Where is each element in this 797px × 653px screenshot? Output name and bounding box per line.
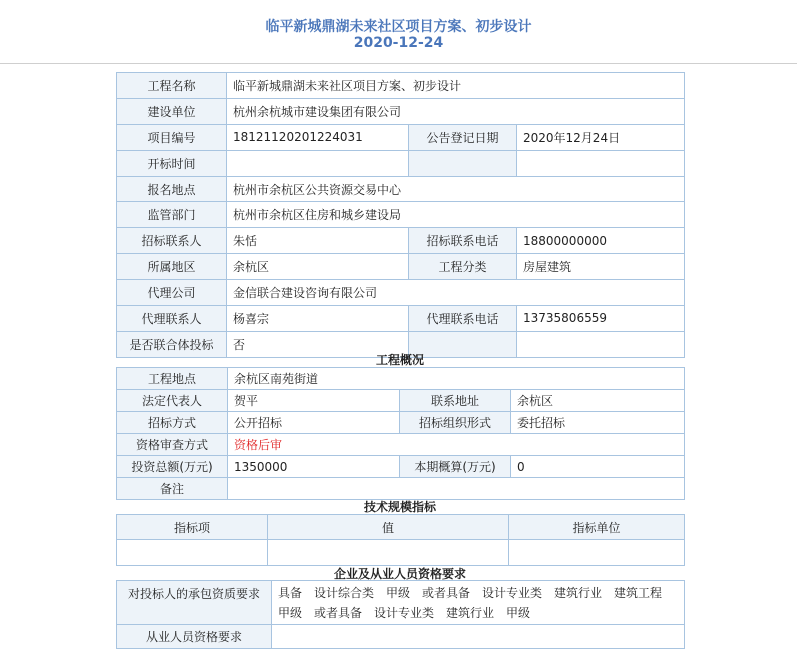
- bidder-qualification-label: 对投标人的承包资质要求: [117, 581, 272, 625]
- project-info-table: [116, 72, 685, 358]
- col-header-unit: 指标单位: [509, 515, 685, 540]
- table-row: [117, 176, 685, 202]
- table-row: [117, 124, 685, 150]
- budget-value: 0: [511, 456, 685, 478]
- contact-value: 朱恬: [227, 228, 409, 254]
- table-row: [117, 202, 685, 228]
- project-code-value: 18121120201224031: [227, 124, 409, 150]
- project-code-label: 项目编号: [117, 124, 227, 150]
- category-label: 工程分类: [409, 254, 517, 280]
- table-row: [117, 540, 685, 566]
- budget-label: 本期概算(万元): [400, 456, 511, 478]
- empty-cell: [117, 540, 268, 566]
- project-name-label: 工程名称: [117, 73, 227, 99]
- overview-table: [116, 367, 685, 500]
- staff-qualification-label: 从业人员资格要求: [117, 625, 272, 649]
- table-row: [117, 280, 685, 306]
- location-label: 工程地点: [117, 368, 228, 390]
- location-value: 余杭区南苑街道: [228, 368, 685, 390]
- empty-cell: [409, 150, 517, 176]
- tech-indicator-table: [116, 514, 685, 566]
- agency-contact-value: 杨喜宗: [227, 306, 409, 332]
- table-row: [117, 73, 685, 99]
- region-value: 余杭区: [227, 254, 409, 280]
- org-form-label: 招标组织形式: [400, 412, 511, 434]
- agency-label: 代理公司: [117, 280, 227, 306]
- address-value: 余杭区: [511, 390, 685, 412]
- agency-phone-value: 13735806559: [517, 306, 685, 332]
- bidder-qualification-value: 具备 设计综合类 甲级 或者具备 设计专业类 建筑行业 建筑工程 甲级 或者具备 设计专业类 建筑行业 甲级: [272, 581, 685, 625]
- table-row: [117, 368, 685, 390]
- agency-value: 金信联合建设咨询有限公司: [227, 280, 685, 306]
- project-name-value: 临平新城鼎湖未来社区项目方案、初步设计: [227, 73, 685, 99]
- table-row: [117, 228, 685, 254]
- joint-bid-value: 否: [227, 331, 409, 357]
- table-row: [117, 478, 685, 500]
- remark-value: [228, 478, 685, 500]
- region-label: 所属地区: [117, 254, 227, 280]
- col-header-item: 指标项: [117, 515, 268, 540]
- table-row: [117, 412, 685, 434]
- investment-label: 投资总额(万元): [117, 456, 228, 478]
- joint-bid-label: 是否联合体投标: [117, 331, 227, 357]
- notice-date-value: 2020年12月24日: [517, 124, 685, 150]
- signup-place-label: 报名地点: [117, 176, 227, 202]
- table-row: [117, 581, 685, 625]
- category-value: 房屋建筑: [517, 254, 685, 280]
- address-label: 联系地址: [400, 390, 511, 412]
- table-row: [117, 150, 685, 176]
- investment-value: 1350000: [228, 456, 400, 478]
- org-form-value: 委托招标: [511, 412, 685, 434]
- empty-cell: [517, 150, 685, 176]
- agency-phone-label: 代理联系电话: [409, 306, 517, 332]
- header-divider: [0, 63, 797, 64]
- owner-label: 建设单位: [117, 98, 227, 124]
- empty-cell: [509, 540, 685, 566]
- legal-rep-label: 法定代表人: [117, 390, 228, 412]
- tech-heading: 技术规模指标: [363, 500, 436, 514]
- review-method-value: 资格后审: [228, 434, 685, 456]
- table-row: [117, 434, 685, 456]
- agency-contact-label: 代理联系人: [117, 306, 227, 332]
- open-time-value: [227, 150, 409, 176]
- table-row: [117, 456, 685, 478]
- remark-label: 备注: [117, 478, 228, 500]
- open-time-label: 开标时间: [117, 150, 227, 176]
- col-header-value: 值: [268, 515, 509, 540]
- bid-method-label: 招标方式: [117, 412, 228, 434]
- staff-qualification-value: [272, 625, 685, 649]
- table-row: [117, 254, 685, 280]
- signup-place-value: 杭州市余杭区公共资源交易中心: [227, 176, 685, 202]
- page-title: 临平新城鼎湖未来社区项目方案、初步设计: [265, 19, 532, 35]
- empty-cell: [268, 540, 509, 566]
- overview-heading: 工程概况: [375, 353, 424, 367]
- contact-phone-label: 招标联系电话: [409, 228, 517, 254]
- contact-label: 招标联系人: [117, 228, 227, 254]
- owner-value: 杭州余杭城市建设集团有限公司: [227, 98, 685, 124]
- qualification-heading: 企业及从业人员资格要求: [333, 567, 466, 581]
- supervisor-value: 杭州市余杭区住房和城乡建设局: [227, 202, 685, 228]
- bid-method-value: 公开招标: [228, 412, 400, 434]
- contact-phone-value: 18800000000: [517, 228, 685, 254]
- notice-date-label: 公告登记日期: [409, 124, 517, 150]
- table-row: [117, 98, 685, 124]
- legal-rep-value: 贺平: [228, 390, 400, 412]
- table-header-row: [117, 515, 685, 540]
- review-method-label: 资格审查方式: [117, 434, 228, 456]
- supervisor-label: 监管部门: [117, 202, 227, 228]
- table-row: [117, 625, 685, 649]
- qualification-table: [116, 580, 685, 649]
- publish-date: 2020-12-24: [353, 35, 444, 51]
- table-row: [117, 390, 685, 412]
- table-row: [117, 306, 685, 332]
